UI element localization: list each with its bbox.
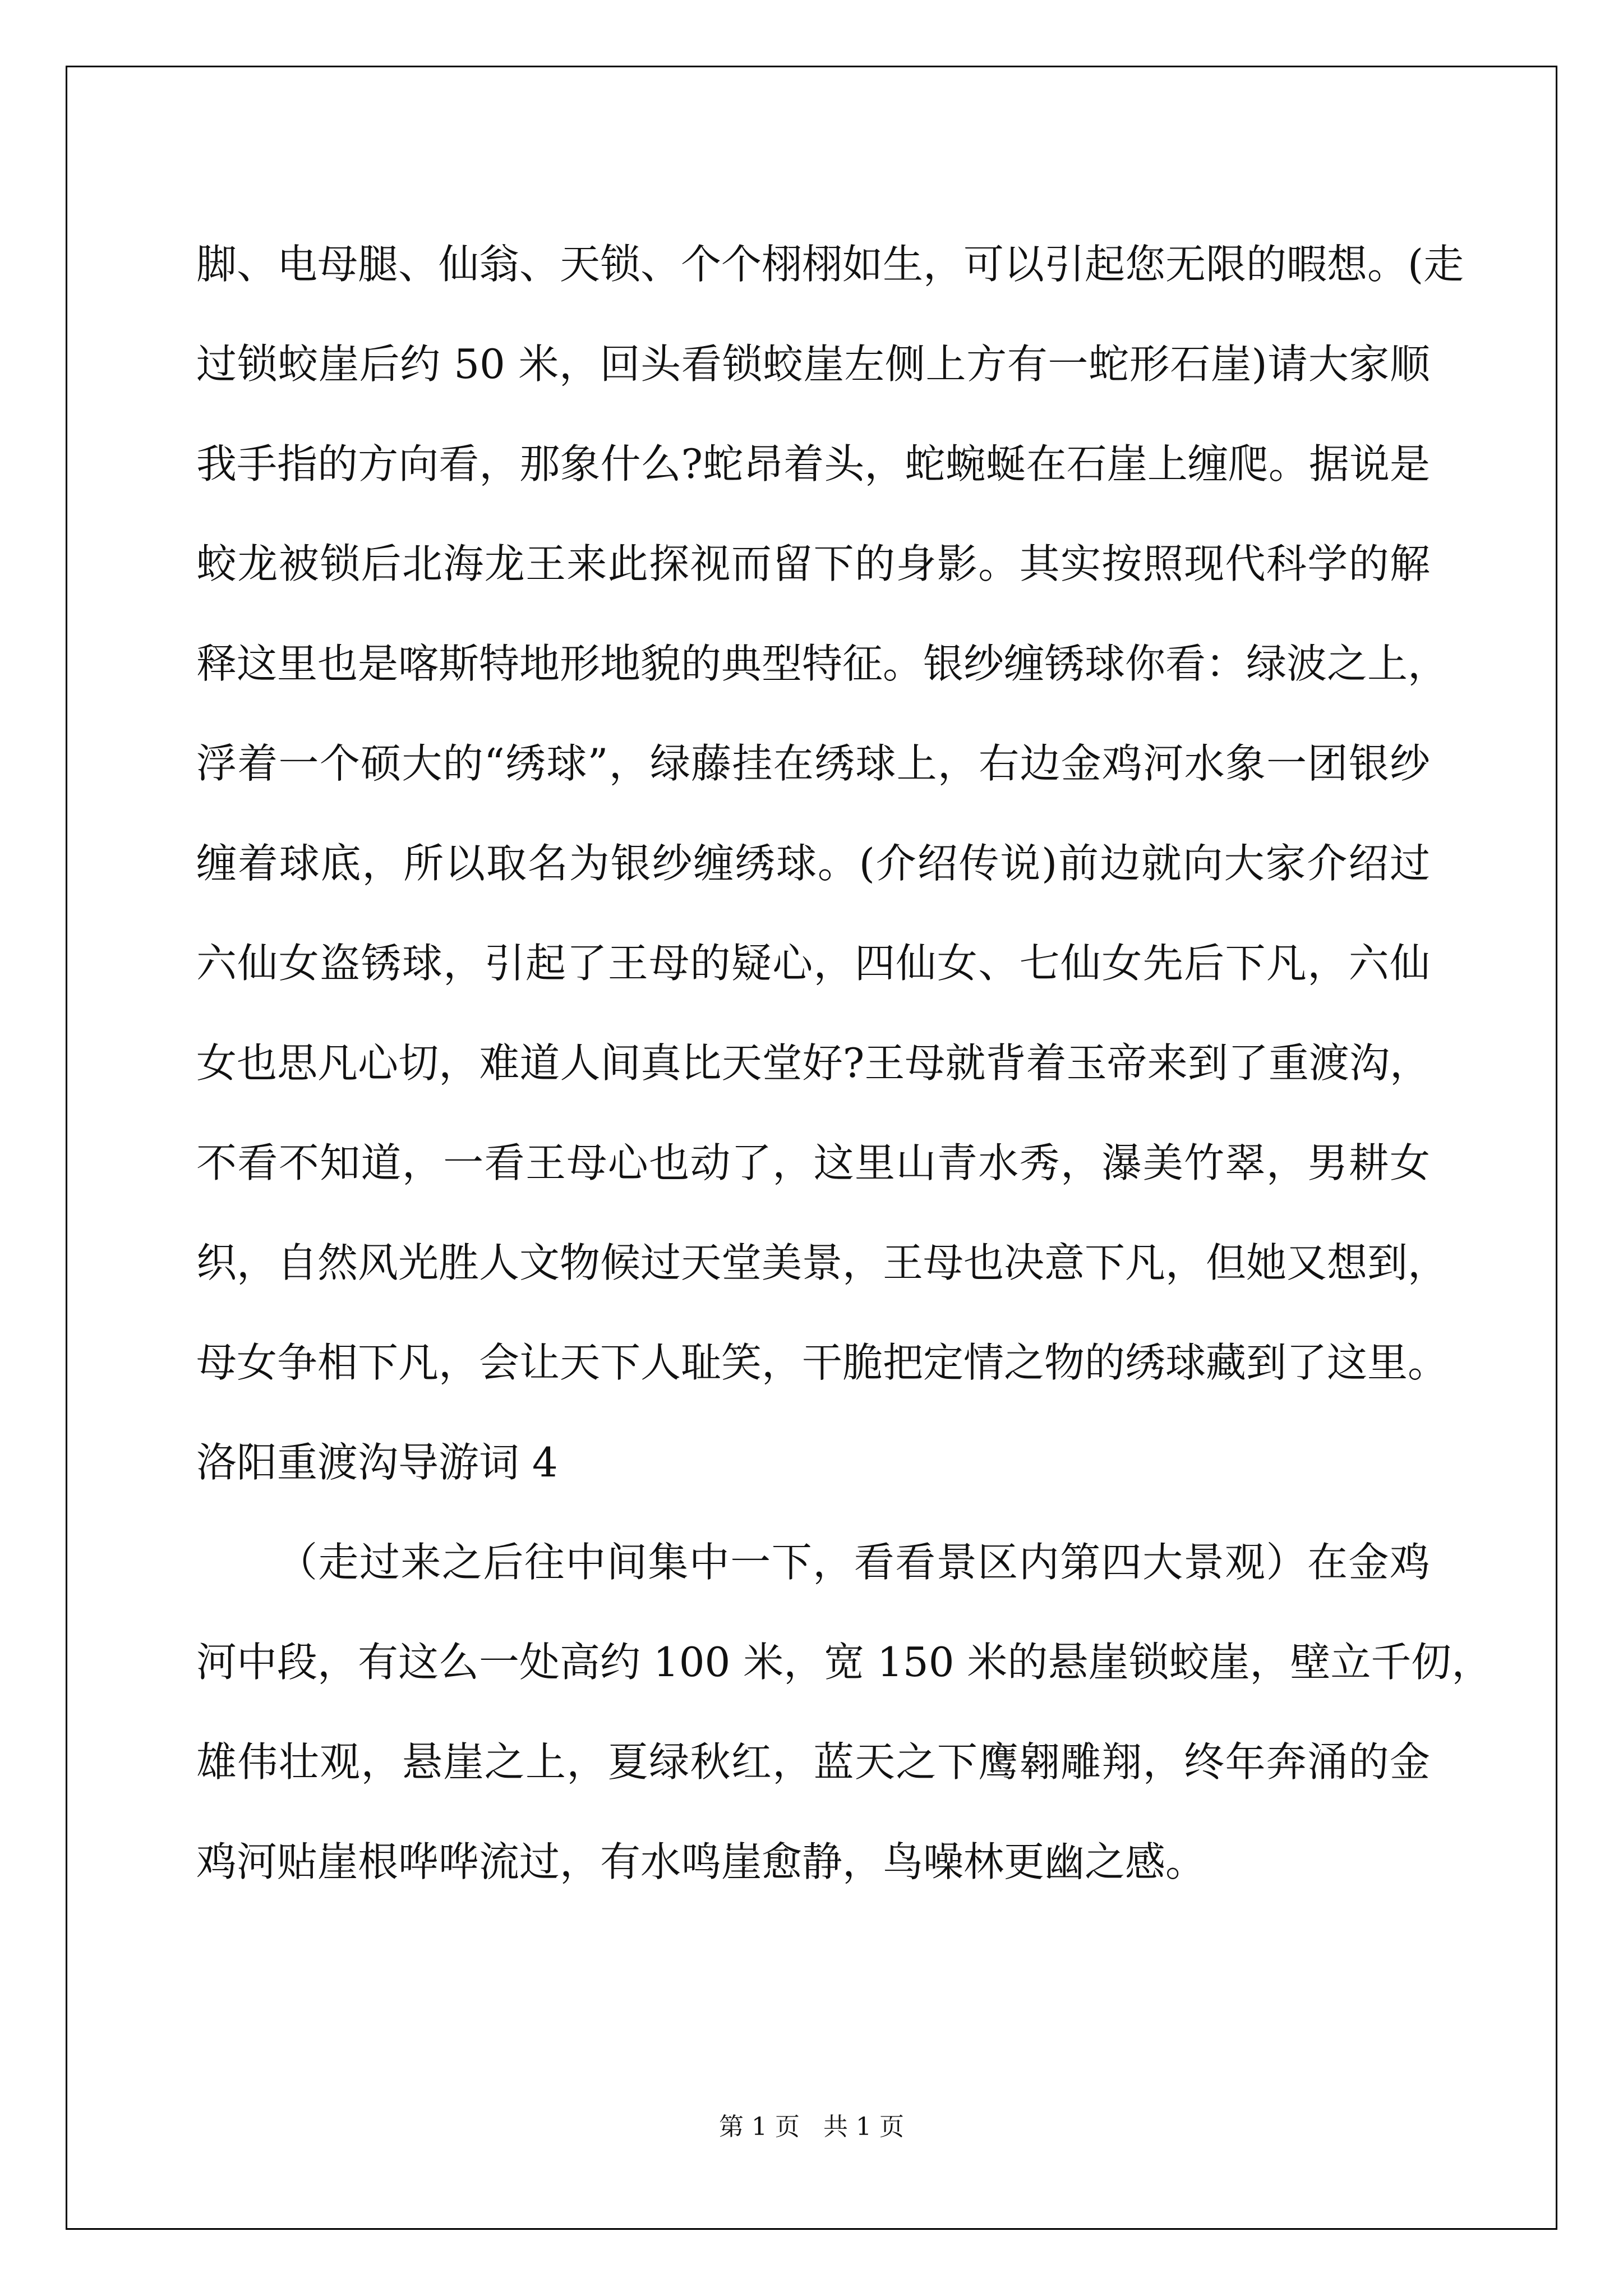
paragraph-line: 雄伟壮观，悬崖之上，夏绿秋红，蓝天之下鹰翱雕翔，终年奔涌的金 (196, 1738, 1430, 1786)
paragraph-line: （走过来之后往中间集中一下，看看景区内第四大景观）在金鸡 (277, 1539, 1430, 1586)
paragraph-line: 缠着球底，所以取名为银纱缠绣球。(介绍传说)前边就向大家介绍过 (196, 840, 1430, 887)
paragraph-line: 浮着一个硕大的“绣球”，绿藤挂在绣球上，右边金鸡河水象一团银纱 (196, 740, 1430, 787)
paragraph-line: 不看不知道，一看王母心也动了，这里山青水秀，瀑美竹翠，男耕女 (196, 1139, 1430, 1186)
paragraph-line: 过锁蛟崖后约 50 米，回头看锁蛟崖左侧上方有一蛇形石崖)请大家顺 (196, 341, 1430, 388)
paragraph-line: 蛟龙被锁后北海龙王来此探视而留下的身影。其实按照现代科学的解 (196, 540, 1430, 587)
paragraph-line: 织，自然风光胜人文物候过天堂美景，王母也决意下凡，但她又想到， (196, 1239, 1449, 1286)
paragraph-line: 河中段，有这么一处高约 100 米，宽 150 米的悬崖锁蛟崖，壁立千仞， (196, 1639, 1492, 1686)
page-footer: 第 1 页 共 1 页 (719, 2113, 904, 2141)
paragraph-line: 脚、电母腿、仙翁、天锁、个个栩栩如生，可以引起您无限的暇想。(走 (196, 241, 1464, 288)
paragraph-line: 我手指的方向看，那象什么?蛇昂着头，蛇蜿蜒在石崖上缠爬。据说是 (196, 440, 1430, 487)
document-body (196, 214, 1492, 1912)
paragraph-line: 鸡河贴崖根哗哗流过，有水鸣崖愈静，鸟噪林更幽之感。 (196, 1838, 1206, 1885)
paragraph-line: 释这里也是喀斯特地形地貌的典型特征。银纱缠锈球你看：绿波之上， (196, 640, 1449, 687)
section-heading: 洛阳重渡沟导游词 4 (196, 1439, 558, 1486)
paragraph-line: 六仙女盗锈球，引起了王母的疑心，四仙女、七仙女先后下凡，六仙 (196, 940, 1430, 987)
paragraph-line: 女也思凡心切，难道人间真比天堂好?王母就背着玉帝来到了重渡沟， (196, 1039, 1430, 1087)
paragraph-line: 母女争相下凡，会让天下人耻笑，干脆把定情之物的绣球藏到了这里。 (196, 1339, 1449, 1386)
